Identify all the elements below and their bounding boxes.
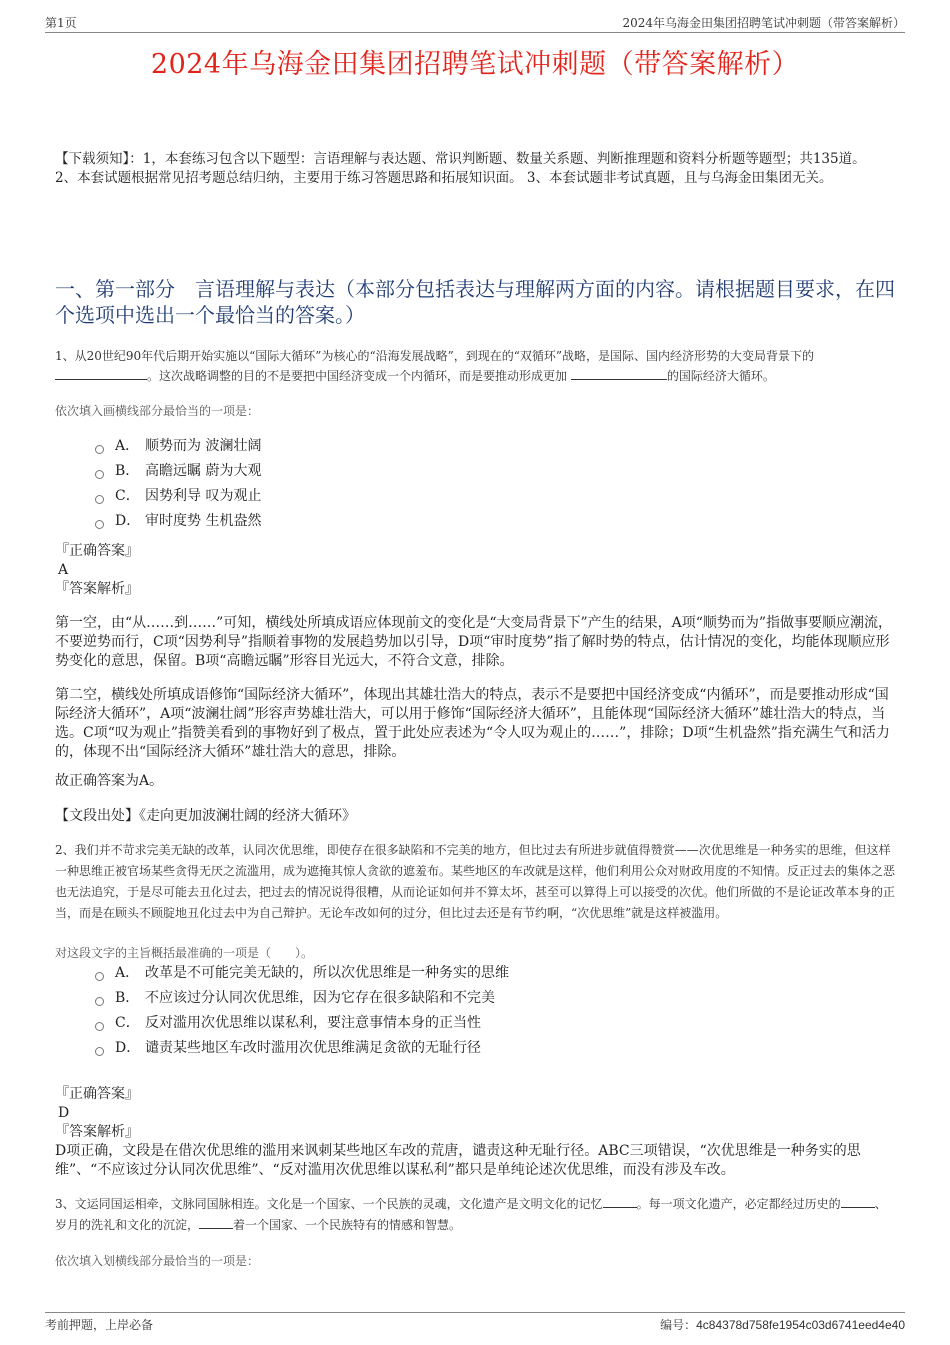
option-letter: D． xyxy=(115,1040,141,1056)
code-label: 编号： xyxy=(660,1318,697,1332)
download-notice: 【下载须知】：1，本套练习包含以下题型：言语理解与表达题、常识判断题、数量关系题、判断推理题和资料分析题等题型；共135道。 2、本套试题根据常见招考题总结归纳，主要用于练习答题思路和拓展知识面。 3、本套试题非考试真题，且与乌海金田集团无关。 xyxy=(55,151,866,186)
option-letter: D． xyxy=(115,513,141,529)
page-footer xyxy=(45,1312,905,1333)
blank-line xyxy=(571,367,667,380)
page-header xyxy=(45,12,905,33)
question-3-text xyxy=(55,1194,895,1236)
question-3-text-part: 3、文运同国运相牵，文脉同国脉相连。文化是一个国家、一个民族的灵魂，文化遗产是文明文化的记忆 xyxy=(55,1197,603,1211)
option-b[interactable] xyxy=(95,986,509,1011)
radio-icon[interactable] xyxy=(95,495,104,504)
option-letter: B． xyxy=(115,463,140,479)
radio-icon[interactable] xyxy=(95,470,104,479)
blank-line xyxy=(55,367,147,380)
option-c[interactable] xyxy=(95,1011,509,1036)
option-letter: B． xyxy=(115,990,140,1006)
header-doc-title: 2024年乌海金田集团招聘笔试冲刺题（带答案解析） xyxy=(622,16,905,30)
option-d[interactable] xyxy=(95,1036,509,1061)
question-3-text-part: 。每一项文化遗产，必定都经过历史的 xyxy=(636,1197,841,1211)
option-text: 反对滥用次优思维以谋私利，要注意事情本身的正当性 xyxy=(145,1015,481,1031)
question-1-prompt: 依次填入画横线部分最恰当的一项是： xyxy=(55,404,260,418)
option-text: 审时度势 生机盎然 xyxy=(145,513,262,529)
question-2-prompt: 对这段文字的主旨概括最准确的一项是（ ）。 xyxy=(55,946,314,960)
option-text: 谴责某些地区车改时滥用次优思维满足贪欲的无耻行径 xyxy=(145,1040,481,1056)
question-2-text: 2、我们并不苛求完美无缺的改革，认同次优思维，即使存在很多缺陷和不完美的地方，但比过去有所进步就值得赞赏——次优思维是一种务实的思维，但这样一种思维正被官场某些贪得无厌之流滥用，成为遮掩其惊人贪欲的遮羞布。某些地区的车改就是这样，他们利用公众对财政用度的不知情。反正过去的集体之恶也无法追究，于是尽可能去丑化过去，把过去的情况说得很糟，从而论证如何并不算太坏，甚至可以算得上可以接受的次优。他们所做的不是论证改革本身的正当，而是在顾头不顾腚地丑化过去中为自己辩护。无论车改如何的过分，但比过去还是有节约啊，“次优思维”就是这样被滥用。 xyxy=(55,843,896,920)
question-1-analysis xyxy=(55,614,895,671)
option-text: 高瞻远瞩 蔚为大观 xyxy=(145,463,262,479)
option-letter: A． xyxy=(115,438,140,454)
question-3-prompt: 依次填入划横线部分最恰当的一项是： xyxy=(55,1254,260,1268)
option-text: 不应该过分认同次优思维，因为它存在很多缺陷和不完美 xyxy=(145,990,495,1006)
radio-icon[interactable] xyxy=(95,997,104,1006)
question-1-text xyxy=(55,346,895,386)
question-1-text-part: 。这次战略调整的目的不是要把中国经济变成一个内循环，而是要推动形成更加 xyxy=(147,369,568,383)
answer-value: A xyxy=(58,562,69,578)
code-value: 4c84378d758fe1954c03d6741eed4e40 xyxy=(696,1318,905,1332)
question-1-analysis-2 xyxy=(55,686,895,762)
answer-value: D xyxy=(58,1105,70,1121)
footer-slogan: 考前押题，上岸必备 xyxy=(45,1318,154,1332)
document-title: 2024年乌海金田集团招聘笔试冲刺题（带答案解析） xyxy=(150,49,800,80)
option-b[interactable] xyxy=(95,459,261,484)
radio-icon[interactable] xyxy=(95,1047,104,1056)
analysis-label: 『答案解析』 xyxy=(55,581,139,597)
question-2-answer xyxy=(55,1085,895,1180)
question-1-text-part: 1、从20世纪90年代后期开始实施以“国际大循环”为核心的“沿海发展战略”，到现在的“双循环”战略，是国际、国内经济形势的大变局背景下的 xyxy=(55,349,814,363)
option-letter: A． xyxy=(115,965,140,981)
option-text: 改革是不可能完美无缺的，所以次优思维是一种务实的思维 xyxy=(145,965,509,981)
blank-line xyxy=(603,1195,637,1208)
option-letter: C． xyxy=(115,1015,140,1031)
question-1-conclusion: 故正确答案为A。 xyxy=(55,773,164,789)
option-letter: C． xyxy=(115,488,140,504)
document-code xyxy=(660,1316,905,1333)
option-d[interactable] xyxy=(95,509,261,534)
option-c[interactable] xyxy=(95,484,261,509)
radio-icon[interactable] xyxy=(95,1022,104,1031)
answer-label: 『正确答案』 xyxy=(55,543,139,559)
blank-line xyxy=(199,1216,233,1229)
question-1-source: 【文段出处】《走向更加波澜壮阔的经济大循环》 xyxy=(55,808,356,824)
question-1-answer xyxy=(55,542,895,599)
answer-label: 『正确答案』 xyxy=(55,1086,139,1102)
analysis-paragraph: D项正确，文段是在借次优思维的滥用来讽刺某些地区车改的荒唐，谴责这种无耻行径。ABC三项错误，“次优思维是一种务实的思维”、“不应该过分认同次优思维”、“反对滥用次优思维以谋私利”都只是单纯论述次优思维，而没有涉及车改。 xyxy=(55,1143,861,1178)
section-title: 一、第一部分 言语理解与表达（本部分包括表达与理解两方面的内容。请根据题目要求，在四个选项中选出一个最恰当的答案。） xyxy=(55,277,895,327)
analysis-label: 『答案解析』 xyxy=(55,1124,139,1140)
radio-icon[interactable] xyxy=(95,520,104,529)
question-3-text-part: 着一个国家、一个民族特有的情感和智慧。 xyxy=(233,1218,462,1232)
question-2-options xyxy=(95,961,509,1061)
option-a[interactable] xyxy=(95,961,509,986)
option-text: 顺势而为 波澜壮阔 xyxy=(145,438,262,454)
radio-icon[interactable] xyxy=(95,445,104,454)
analysis-paragraph: 第二空，横线处所填成语修饰“国际经济大循环”，体现出其雄壮浩大的特点，表示不是要把中国经济变成“内循环”，而是要推动形成“国际经济大循环”，A项“波澜壮阔”形容声势雄壮浩大，可以用于修饰“国际经济大循环”，且能体现“国际经济大循环”雄壮浩大的特点，当选。C项“叹为观止”指赞美看到的事物好到了极点，置于此处应表述为“令人叹为观止的……”，排除；D项“生机盎然”指充满生气和活力的，体现不出“国际经济大循环”雄壮浩大的意思，排除。 xyxy=(55,687,890,760)
option-a[interactable] xyxy=(95,434,261,459)
question-1-text-part: 的国际经济大循环。 xyxy=(666,369,775,383)
option-text: 因势利导 叹为观止 xyxy=(145,488,262,504)
question-3-text-part: 、岁月的洗礼和文化的沉淀， xyxy=(55,1197,887,1232)
radio-icon[interactable] xyxy=(95,972,104,981)
page-number: 第1页 xyxy=(45,16,77,30)
blank-line xyxy=(841,1195,875,1208)
analysis-paragraph: 第一空，由“从……到……”可知，横线处所填成语应体现前文的变化是“大变局背景下”产生的结果，A项“顺势而为”指做事要顺应潮流，不要逆势而行，C项“因势利导”指顺着事物的发展趋势加以引导，D项“审时度势”指了解时势的特点，估计情况的变化，均能体现顺应形势变化的意思，保留。B项“高瞻远瞩”形容目光远大，不符合文意，排除。 xyxy=(55,615,893,669)
question-1-options xyxy=(95,434,261,534)
